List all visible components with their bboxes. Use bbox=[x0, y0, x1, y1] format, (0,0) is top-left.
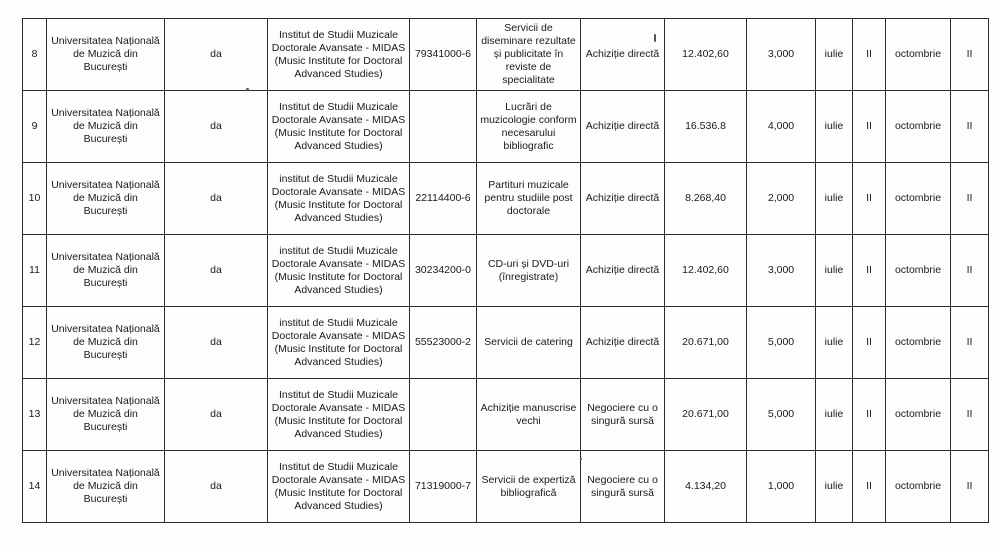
table-row bbox=[23, 451, 989, 523]
object-cell: Servicii de diseminare rezultate și publicitate în reviste de specialitate bbox=[477, 19, 581, 91]
yes-cell: da bbox=[165, 451, 268, 523]
row-number: 8 bbox=[23, 19, 47, 91]
end-quarter-cell: II bbox=[951, 163, 989, 235]
yes-cell: da bbox=[165, 19, 268, 91]
start-quarter-cell: II bbox=[853, 379, 886, 451]
institution-cell: Universitatea Națională de Muzică din București bbox=[47, 235, 165, 307]
unit-cell: institut de Studii Muzicale Doctorale Avansate - MIDAS (Music Institute for Doctoral Advanced Studies) bbox=[268, 235, 410, 307]
cpv-code-cell bbox=[410, 91, 477, 163]
end-quarter-cell: II bbox=[951, 451, 989, 523]
start-month-cell: iulie bbox=[816, 235, 853, 307]
start-month-cell: iulie bbox=[816, 307, 853, 379]
quantity-cell: 1,000 bbox=[747, 451, 816, 523]
end-month-cell: octombrie bbox=[886, 163, 951, 235]
institution-cell: Universitatea Națională de Muzică din București bbox=[47, 91, 165, 163]
institution-cell: Universitatea Națională de Muzică din București bbox=[47, 451, 165, 523]
row-number: 12 bbox=[23, 307, 47, 379]
procedure-cell: Achiziție directă bbox=[581, 307, 665, 379]
value-cell: 12.402,60 bbox=[665, 19, 747, 91]
table-row bbox=[23, 307, 989, 379]
start-quarter-cell: II bbox=[853, 163, 886, 235]
end-month-cell: octombrie bbox=[886, 19, 951, 91]
value-cell: 8.268,40 bbox=[665, 163, 747, 235]
end-quarter-cell: II bbox=[951, 91, 989, 163]
start-quarter-cell: II bbox=[853, 235, 886, 307]
table-row bbox=[23, 235, 989, 307]
yes-cell: da bbox=[165, 91, 268, 163]
institution-cell: Universitatea Națională de Muzică din București bbox=[47, 379, 165, 451]
unit-cell: institut de Studii Muzicale Doctorale Avansate - MIDAS (Music Institute for Doctoral Advanced Studies) bbox=[268, 307, 410, 379]
quantity-cell: 5,000 bbox=[747, 379, 816, 451]
cpv-code-cell: 79341000-6 bbox=[410, 19, 477, 91]
value-cell: 16.536.8 bbox=[665, 91, 747, 163]
quantity-cell: 3,000 bbox=[747, 19, 816, 91]
object-cell: Lucrări de muzicologie conform necesarului bibliografic bbox=[477, 91, 581, 163]
cpv-code-cell: 55523000-2 bbox=[410, 307, 477, 379]
end-quarter-cell: II bbox=[951, 19, 989, 91]
row-number: 10 bbox=[23, 163, 47, 235]
end-month-cell: octombrie bbox=[886, 451, 951, 523]
institution-cell: Universitatea Națională de Muzică din București bbox=[47, 163, 165, 235]
end-quarter-cell: II bbox=[951, 379, 989, 451]
scan-speck bbox=[246, 88, 249, 91]
end-quarter-cell: II bbox=[951, 307, 989, 379]
quantity-cell: 5,000 bbox=[747, 307, 816, 379]
row-number: 14 bbox=[23, 451, 47, 523]
end-quarter-cell: II bbox=[951, 235, 989, 307]
start-month-cell: iulie bbox=[816, 19, 853, 91]
object-cell: CD-uri și DVD-uri (înregistrate) bbox=[477, 235, 581, 307]
yes-cell: da bbox=[165, 379, 268, 451]
unit-cell: Institut de Studii Muzicale Doctorale Avansate - MIDAS (Music Institute for Doctoral Advanced Studies) bbox=[268, 91, 410, 163]
cpv-code-cell bbox=[410, 379, 477, 451]
table-row bbox=[23, 379, 989, 451]
unit-cell: Institut de Studii Muzicale Doctorale Avansate - MIDAS (Music Institute for Doctoral Advanced Studies) bbox=[268, 379, 410, 451]
object-cell: Servicii de catering bbox=[477, 307, 581, 379]
cpv-code-cell: 71319000-7 bbox=[410, 451, 477, 523]
row-number: 13 bbox=[23, 379, 47, 451]
scan-speck bbox=[654, 34, 656, 42]
institution-cell: Universitatea Națională de Muzică din București bbox=[47, 19, 165, 91]
procedure-cell: Achiziție directă bbox=[581, 235, 665, 307]
start-quarter-cell: II bbox=[853, 451, 886, 523]
start-quarter-cell: II bbox=[853, 91, 886, 163]
table-body bbox=[23, 19, 989, 523]
start-month-cell: iulie bbox=[816, 91, 853, 163]
end-month-cell: octombrie bbox=[886, 91, 951, 163]
value-cell: 20.671,00 bbox=[665, 379, 747, 451]
cpv-code-cell: 22114400-6 bbox=[410, 163, 477, 235]
unit-cell: Institut de Studii Muzicale Doctorale Avansate - MIDAS (Music Institute for Doctoral Advanced Studies) bbox=[268, 19, 410, 91]
object-cell: Servicii de expertiză bibliografică bbox=[477, 451, 581, 523]
procedure-cell: Negociere cu o singură sursă bbox=[581, 451, 665, 523]
unit-cell: Institut de Studii Muzicale Doctorale Avansate - MIDAS (Music Institute for Doctoral Advanced Studies) bbox=[268, 451, 410, 523]
procedure-cell: Achiziție directă bbox=[581, 91, 665, 163]
row-number: 11 bbox=[23, 235, 47, 307]
start-month-cell: iulie bbox=[816, 379, 853, 451]
start-quarter-cell: II bbox=[853, 19, 886, 91]
object-cell: Partituri muzicale pentru studiile post doctorale bbox=[477, 163, 581, 235]
procedure-cell: Achiziție directă bbox=[581, 163, 665, 235]
object-cell: Achiziție manuscrise vechi bbox=[477, 379, 581, 451]
end-month-cell: octombrie bbox=[886, 379, 951, 451]
end-month-cell: octombrie bbox=[886, 307, 951, 379]
start-month-cell: iulie bbox=[816, 163, 853, 235]
end-month-cell: octombrie bbox=[886, 235, 951, 307]
institution-cell: Universitatea Națională de Muzică din București bbox=[47, 307, 165, 379]
quantity-cell: 3,000 bbox=[747, 235, 816, 307]
table-row bbox=[23, 163, 989, 235]
row-number: 9 bbox=[23, 91, 47, 163]
procedure-cell: Achiziție directă bbox=[581, 19, 665, 91]
value-cell: 4.134,20 bbox=[665, 451, 747, 523]
table-row bbox=[23, 91, 989, 163]
procurement-table bbox=[22, 18, 989, 523]
value-cell: 12.402,60 bbox=[665, 235, 747, 307]
yes-cell: da bbox=[165, 307, 268, 379]
procedure-cell: Negociere cu o singură sursă bbox=[581, 379, 665, 451]
scan-speck bbox=[580, 458, 582, 460]
quantity-cell: 4,000 bbox=[747, 91, 816, 163]
yes-cell: da bbox=[165, 163, 268, 235]
cpv-code-cell: 30234200-0 bbox=[410, 235, 477, 307]
table-row bbox=[23, 19, 989, 91]
start-month-cell: iulie bbox=[816, 451, 853, 523]
unit-cell: institut de Studii Muzicale Doctorale Avansate - MIDAS (Music Institute for Doctoral Advanced Studies) bbox=[268, 163, 410, 235]
value-cell: 20.671,00 bbox=[665, 307, 747, 379]
quantity-cell: 2,000 bbox=[747, 163, 816, 235]
start-quarter-cell: II bbox=[853, 307, 886, 379]
yes-cell: da bbox=[165, 235, 268, 307]
